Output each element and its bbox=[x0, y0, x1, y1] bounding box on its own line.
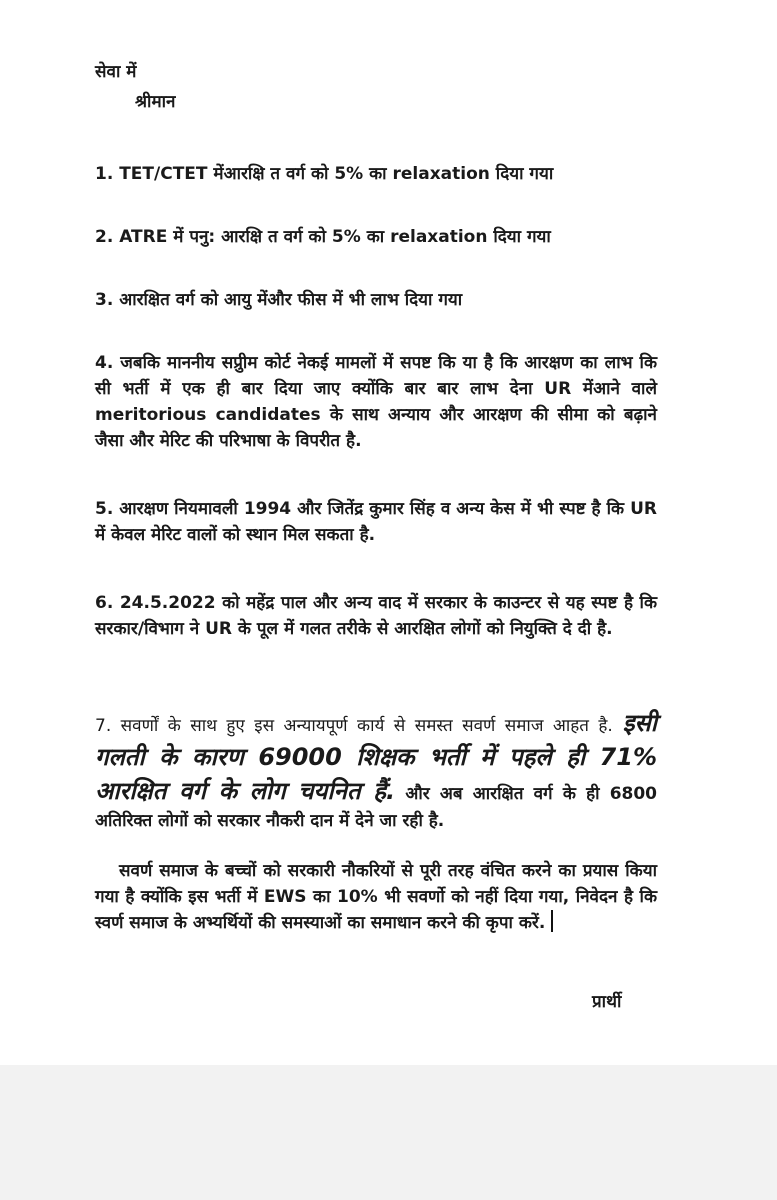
point-3: 3. आरक्षित वर्ग को आयु मेंऔर फीस में भी लाभ दिया गया bbox=[95, 290, 463, 310]
signature: प्रार्थी bbox=[592, 992, 622, 1012]
point-7-intro: 7. सवर्णों के साथ हुए इस अन्यायपूर्ण कार्य से समस्त सवर्ण समाज आहत है. bbox=[95, 716, 613, 736]
point-2: 2. ATRE में पनु: आरक्षि त वर्ग को 5% का relaxation दिया गया bbox=[95, 227, 551, 247]
point-7-rest: और अब आरक्षित वर्ग के ही 6800 अतिरिक्त लोगों को सरकार नौकरी दान में देने जा रही है. bbox=[95, 784, 658, 831]
point-1: 1. TET/CTET मेंआरक्षि त वर्ग को 5% का relaxation दिया गया bbox=[95, 164, 554, 184]
point-7 bbox=[95, 706, 657, 834]
closing-text: सवर्ण समाज के बच्चों को सरकारी नौकरियों से पूरी तरह वंचित करने का प्रयास किया गया है क्योंकि इस भर्ती में EWS का 10% भी सवर्णो को नहीं दिया गया, निवेदन है कि स्वर्ण समाज के अभ्यर्थियों की समस्याओं का समाधान करने की कृपा करें. bbox=[95, 861, 657, 933]
point-5: 5. आरक्षण नियमावली 1994 और जितेंद्र कुमार सिंह व अन्य केस में भी स्पष्ट है कि UR में केवल मेरिट वालों को स्थान मिल सकता है. bbox=[95, 499, 657, 545]
bottom-blank-area bbox=[0, 1065, 777, 1200]
closing-paragraph bbox=[95, 858, 657, 936]
salutation-line-2: श्रीमान bbox=[135, 92, 176, 112]
salutation-line-1: सेवा में bbox=[95, 62, 137, 82]
point-6: 6. 24.5.2022 को महेंद्र पाल और अन्य वाद में सरकार के काउन्टर से यह स्पष्ट है कि सरकार/विभाग ने UR के पूल में गलत तरीके से आरक्षित लोगों को नियुक्ति दे दी है. bbox=[95, 593, 657, 639]
text-cursor bbox=[551, 910, 553, 932]
point-7-emphasis: इसी गलती के कारण 69000 शिक्षक भर्ती में पहले ही 71% आरक्षित वर्ग के लोग चयनित हैं. bbox=[95, 709, 657, 805]
point-4: 4. जबकि माननीय सप्रुीम कोर्ट नेकई मामलों में सपष्ट कि या है कि आरक्षण का लाभ कि सी भर्ती में एक ही बार दिया जाए क्योंकि बार बार लाभ देना UR मेंआने वाले meritorious candidates के साथ अन्याय और आरक्षण की सीमा को बढ़ाने जैसा और मेरिट की परिभाषा के विपरीत है. bbox=[95, 353, 657, 451]
